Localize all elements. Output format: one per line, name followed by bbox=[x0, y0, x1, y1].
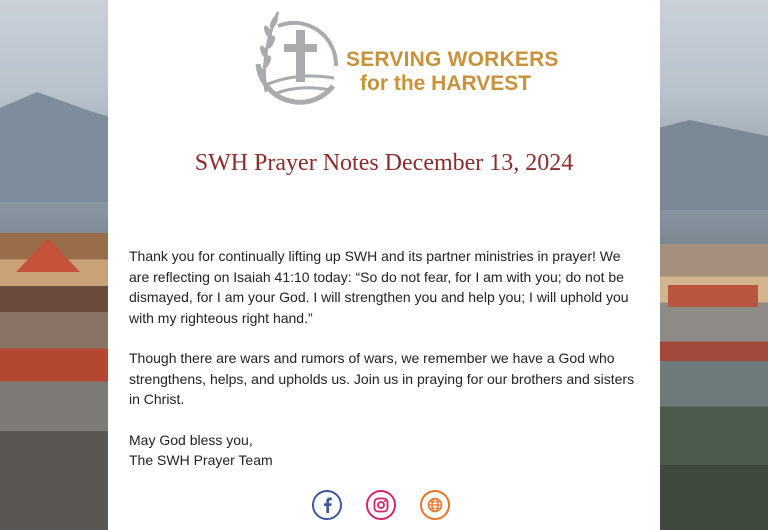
red-roof-right bbox=[668, 285, 758, 307]
facebook-icon[interactable] bbox=[312, 490, 342, 520]
city-buildings-right bbox=[660, 205, 768, 530]
logo-text-line2: for the HARVEST bbox=[360, 72, 532, 95]
logo-text-line1: SERVING WORKERS bbox=[346, 48, 559, 71]
social-links bbox=[312, 490, 462, 530]
signature-line2: The SWH Prayer Team bbox=[129, 452, 273, 468]
paragraph-prayer: Though there are wars and rumors of wars, we remember we have a God who strengthens, helps, and upholds us. Join us in praying for our brothers and sisters in Christ. bbox=[129, 350, 635, 407]
email-content-card bbox=[108, 0, 660, 530]
swh-logo[interactable] bbox=[238, 4, 559, 114]
page-title: SWH Prayer Notes December 13, 2024 bbox=[194, 150, 574, 176]
website-globe-icon[interactable] bbox=[420, 490, 450, 520]
cross-wheat-logo-icon bbox=[238, 4, 348, 114]
paragraph-intro: Thank you for continually lifting up SWH and its partner ministries in prayer! We are reflecting on Isaiah 41:10 today: “So do not fear, for I am with you; do not be dismayed, for I am your God. I will strengthen you and help you; I will uphold you with my righteous right hand.” bbox=[129, 248, 629, 326]
signature-line1: May God bless you, bbox=[129, 431, 253, 448]
message-body bbox=[129, 246, 641, 471]
instagram-icon[interactable] bbox=[366, 490, 396, 520]
